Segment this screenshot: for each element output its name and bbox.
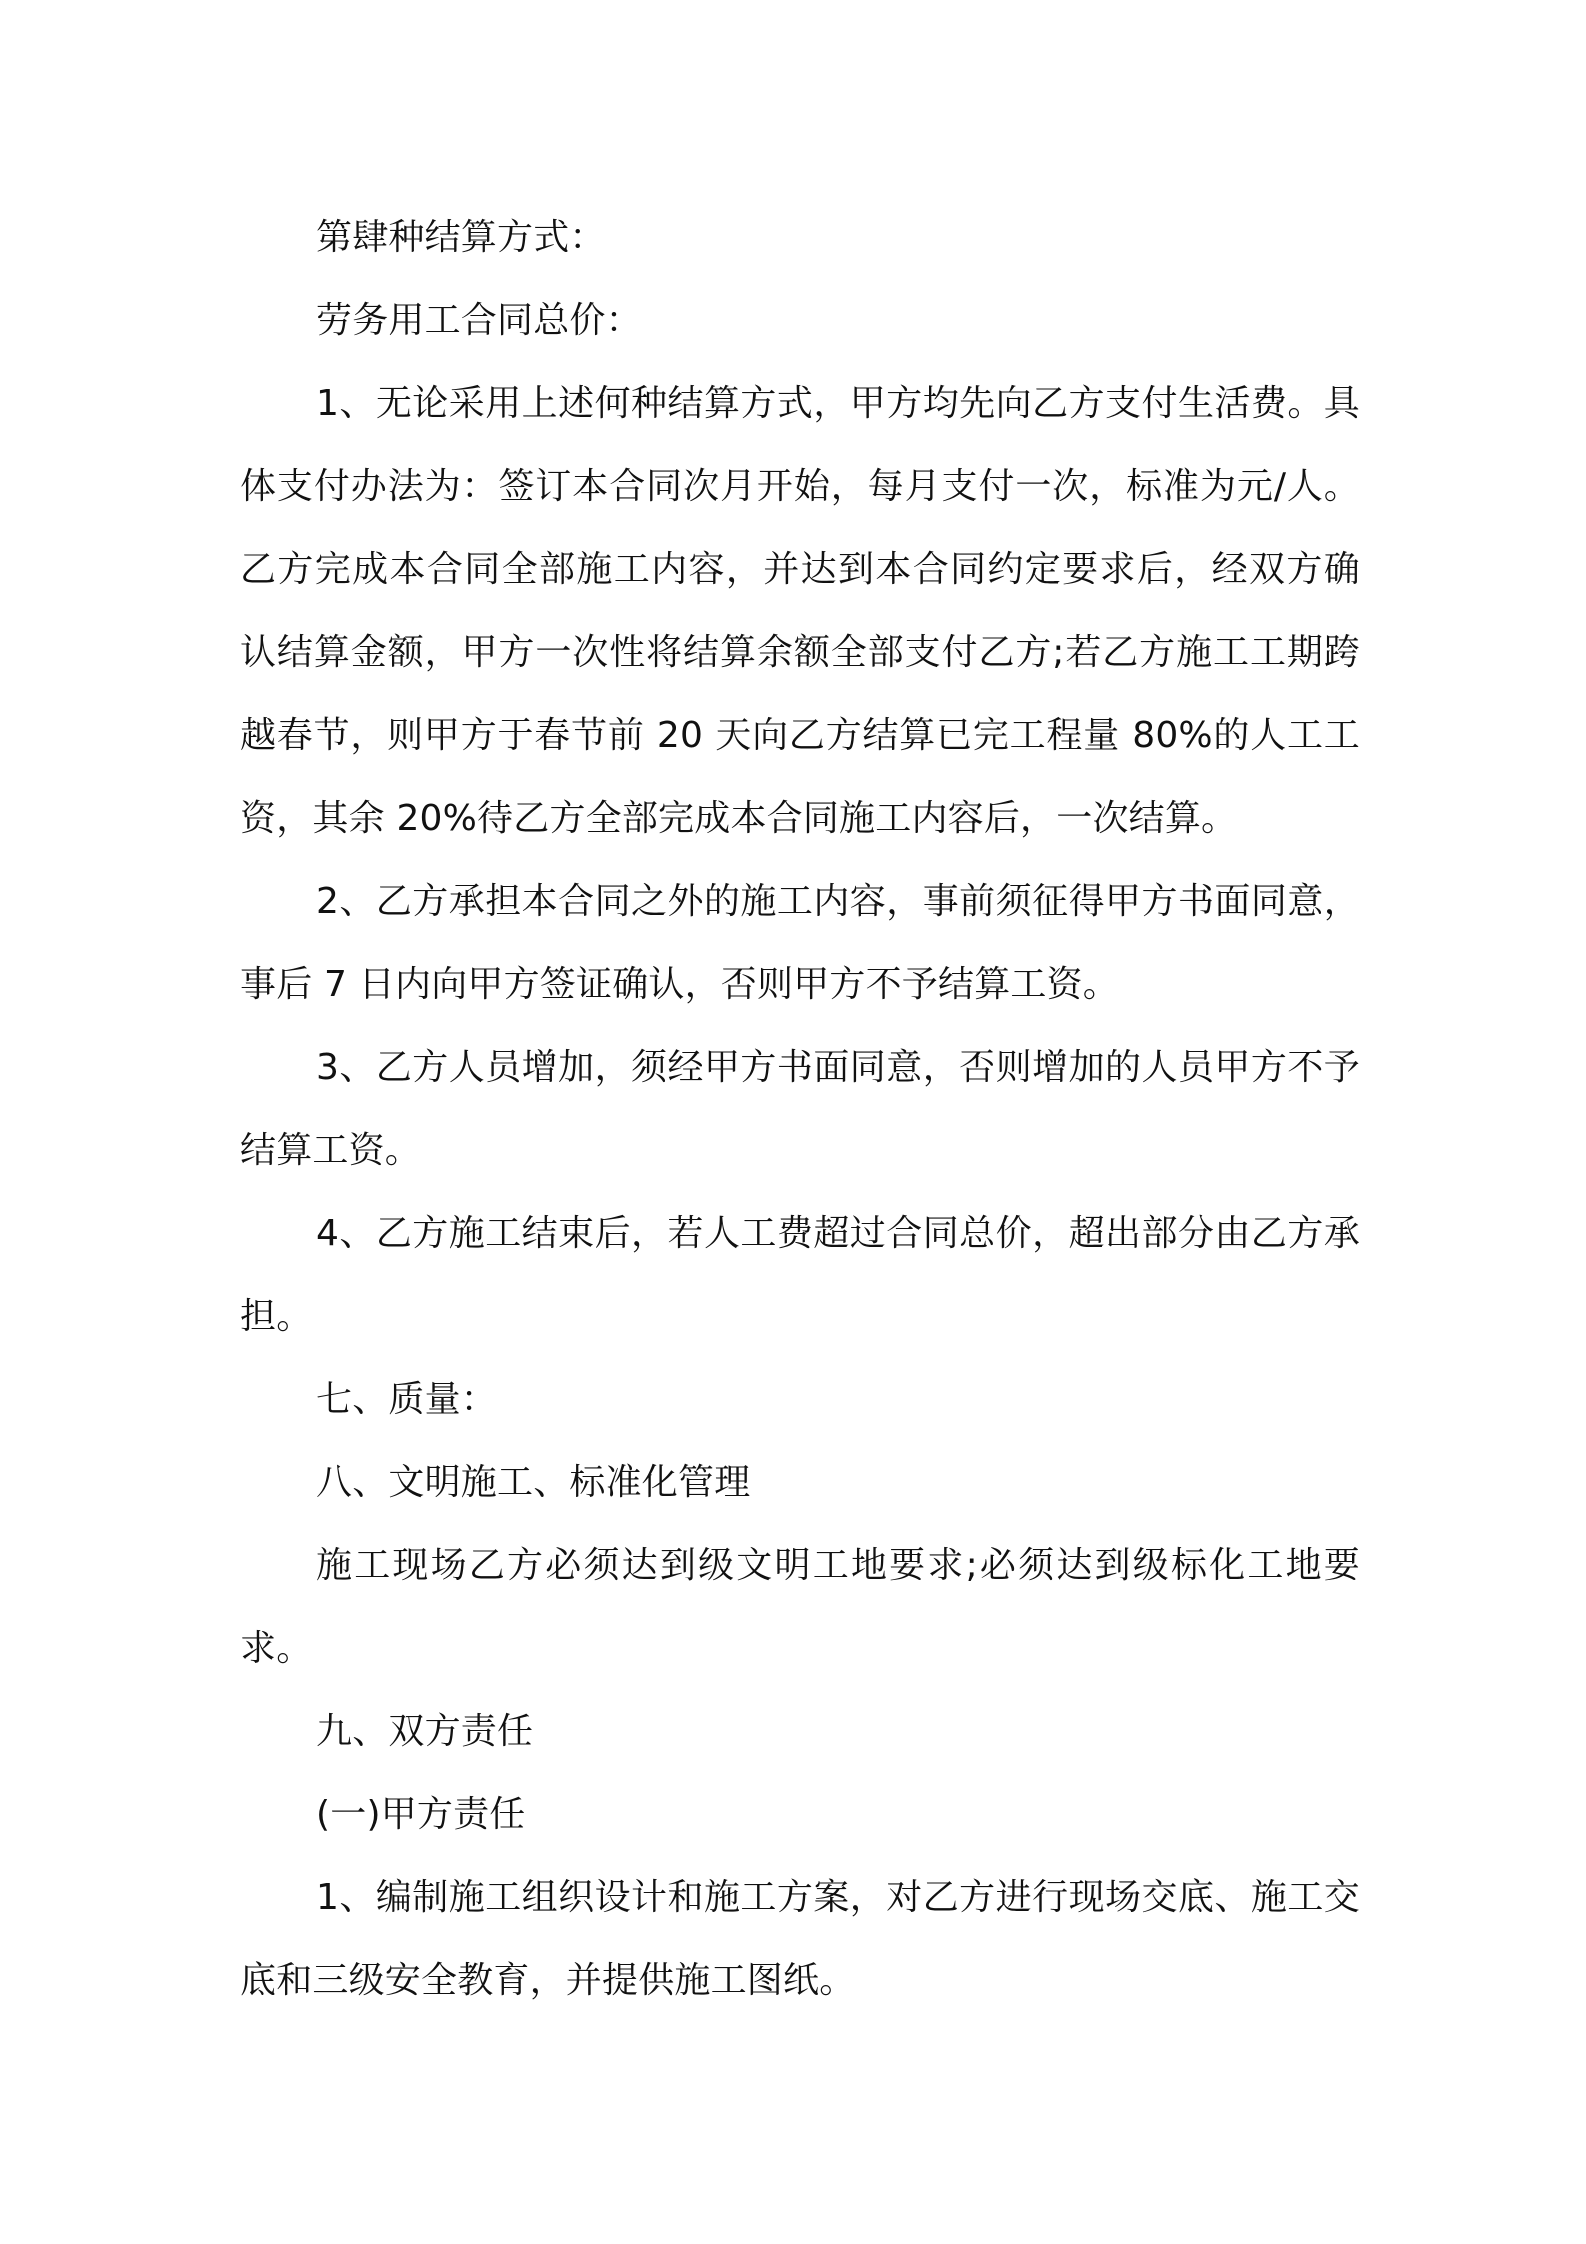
section-8-civilized-construction: 八、文明施工、标准化管理 <box>316 1462 751 1503</box>
section-9-responsibilities: 九、双方责任 <box>316 1711 534 1752</box>
document-body <box>240 196 1360 2022</box>
clause-4-cost-overrun: 4、乙方施工结束后，若人工费超过合同总价，超出部分由乙方承担。 <box>240 1213 1360 1337</box>
clause-2-extra-work: 2、乙方承担本合同之外的施工内容，事前须征得甲方书面同意，事后 7 日内向甲方签证确认，否则甲方不予结算工资。 <box>240 881 1360 1005</box>
heading-total-contract-price: 劳务用工合同总价： <box>316 300 642 341</box>
site-requirements: 施工现场乙方必须达到级文明工地要求;必须达到级标化工地要求。 <box>240 1545 1360 1669</box>
heading-settlement-method-4: 第肆种结算方式： <box>316 217 606 258</box>
party-a-clause-1: 1、编制施工组织设计和施工方案，对乙方进行现场交底、施工交底和三级安全教育，并提供施工图纸。 <box>240 1877 1360 2001</box>
section-7-quality: 七、质量： <box>316 1379 498 1420</box>
clause-3-staff-increase: 3、乙方人员增加，须经甲方书面同意，否则增加的人员甲方不予结算工资。 <box>240 1047 1360 1171</box>
subsection-party-a-responsibilities: (一)甲方责任 <box>316 1794 526 1835</box>
clause-1-living-expenses: 1、无论采用上述何种结算方式，甲方均先向乙方支付生活费。具体支付办法为：签订本合同次月开始，每月支付一次，标准为元/人。乙方完成本合同全部施工内容，并达到本合同约定要求后，经双方确认结算金额，甲方一次性将结算余额全部支付乙方;若乙方施工工期跨越春节，则甲方于春节前 20 天向乙方结算已完工程量 80%的人工工资，其余 20%待乙方全部完成本合同施工内容后，一次结算。 <box>240 383 1360 839</box>
